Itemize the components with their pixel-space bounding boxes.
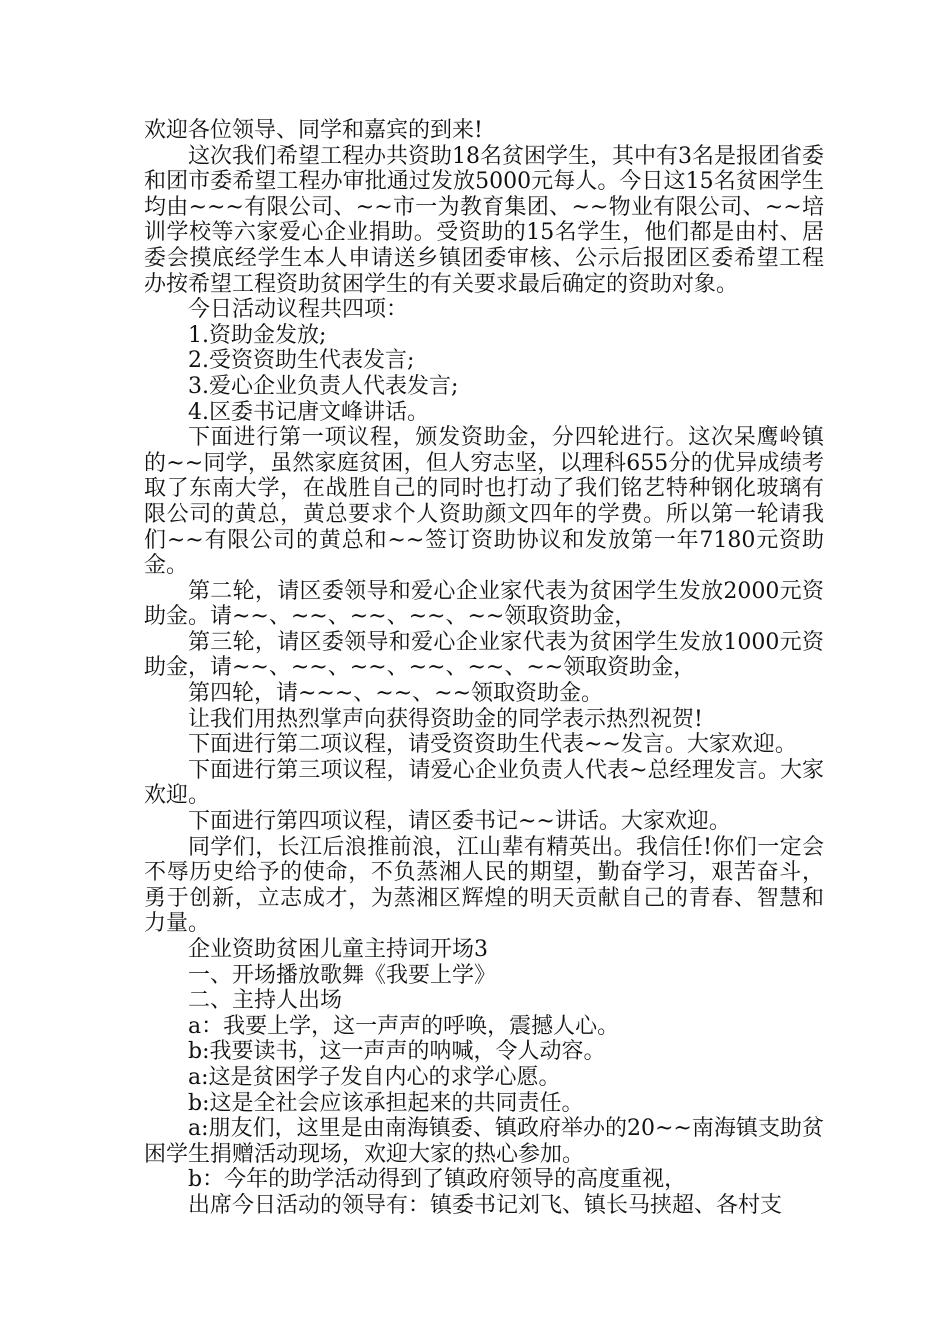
attendees-line: 出席今日活动的领导有：镇委书记刘飞、镇长马挟超、各村支 bbox=[188, 1192, 783, 1218]
greeting-paragraph: 欢迎各位领导、同学和嘉宾的到来! bbox=[144, 118, 483, 143]
third-item-paragraph: 下面进行第三项议程，请爱心企业负责人代表~总经理发言。大家欢迎。 bbox=[144, 757, 824, 809]
fourth-round-paragraph: 第四轮，请~~~、~~、~~领取资助金。 bbox=[188, 681, 604, 707]
first-round-paragraph: 下面进行第一项议程，颁发资助金，分四轮进行。这次呆鹰岭镇的~~同学，虽然家庭贫困，但人穷志坚，以理科655分的优异成绩考取了东南大学，在战胜自己的同时也打动了我们铭艺特种钢化玻璃有限公司的黄总，黄总要求个人资助颜文四年的学费。所以第一轮请我们~~有限公司的黄总和~~签订资助协议和发放第一年7180元资助金。 bbox=[144, 425, 824, 579]
program-item: 二、主持人出场 bbox=[188, 988, 343, 1014]
host-line: b:我要读书，这一声声的呐喊，令人动容。 bbox=[188, 1039, 606, 1065]
host-line: a:这是贫困学子发自内心的求学心愿。 bbox=[188, 1064, 561, 1090]
applause-paragraph: 让我们用热烈掌声向获得资助金的同学表示热烈祝贺! bbox=[188, 706, 703, 732]
agenda-item: 3.爱心企业负责人代表发言; bbox=[188, 373, 459, 399]
program-item: 一、开场播放歌舞《我要上学》 bbox=[188, 962, 497, 988]
second-item-paragraph: 下面进行第二项议程，请受资资助生代表~~发言。大家欢迎。 bbox=[188, 732, 797, 758]
agenda-item: 4.区委书记唐文峰讲话。 bbox=[188, 399, 429, 425]
section-title: 企业资助贫困儿童主持词开场3 bbox=[188, 937, 488, 962]
agenda-item: 2.受资资助生代表发言; bbox=[188, 348, 415, 374]
funding-intro-paragraph: 这次我们希望工程办共资助18名贫困学生，其中有3名是报团省委和团市委希望工程办审批通过发放5000元每人。今日这15名贫困学生均由~~~有限公司、~~市一为教育集团、~~物业有限公司、~~培训学校等六家爱心企业捐助。受资助的15名学生，他们都是由村、居委会摸底经学生本人申请送乡镇团委审核、公示后报团区委希望工程办按希望工程资助贫困学生的有关要求最后确定的资助对象。 bbox=[144, 143, 824, 297]
agenda-item: 1.资助金发放; bbox=[188, 322, 327, 348]
host-line: b：今年的助学活动得到了镇政府领导的高度重视， bbox=[188, 1167, 687, 1193]
document-body bbox=[144, 118, 824, 1219]
host-line: a:朋友们，这里是由南海镇委、镇政府举办的20~~南海镇支助贫困学生捐赠活动现场，欢迎大家的热心参加。 bbox=[144, 1116, 824, 1167]
second-round-paragraph: 第二轮，请区委领导和爱心企业家代表为贫困学生发放2000元资助金。请~~、~~、~~、~~、~~领取资助金， bbox=[144, 578, 824, 630]
host-line: b:这是全社会应该承担起来的共同责任。 bbox=[188, 1090, 584, 1116]
closing-paragraph: 同学们，长江后浪推前浪，江山辈有精英出。我信任!你们一定会不辱历史给予的使命，不负蒸湘人民的期望，勤奋学习，艰苦奋斗，勇于创新，立志成才，为蒸湘区辉煌的明天贡献自己的青春、智慧和力量。 bbox=[144, 834, 824, 937]
host-line: a：我要上学，这一声声的呼唤，震撼人心。 bbox=[188, 1013, 620, 1039]
agenda-heading: 今日活动议程共四项： bbox=[188, 297, 409, 323]
third-round-paragraph: 第三轮，请区委领导和爱心企业家代表为贫困学生发放1000元资助金，请~~、~~、~~、~~、~~、~~领取资助金， bbox=[144, 629, 824, 681]
fourth-item-paragraph: 下面进行第四项议程，请区委书记~~讲话。大家欢迎。 bbox=[188, 809, 731, 835]
